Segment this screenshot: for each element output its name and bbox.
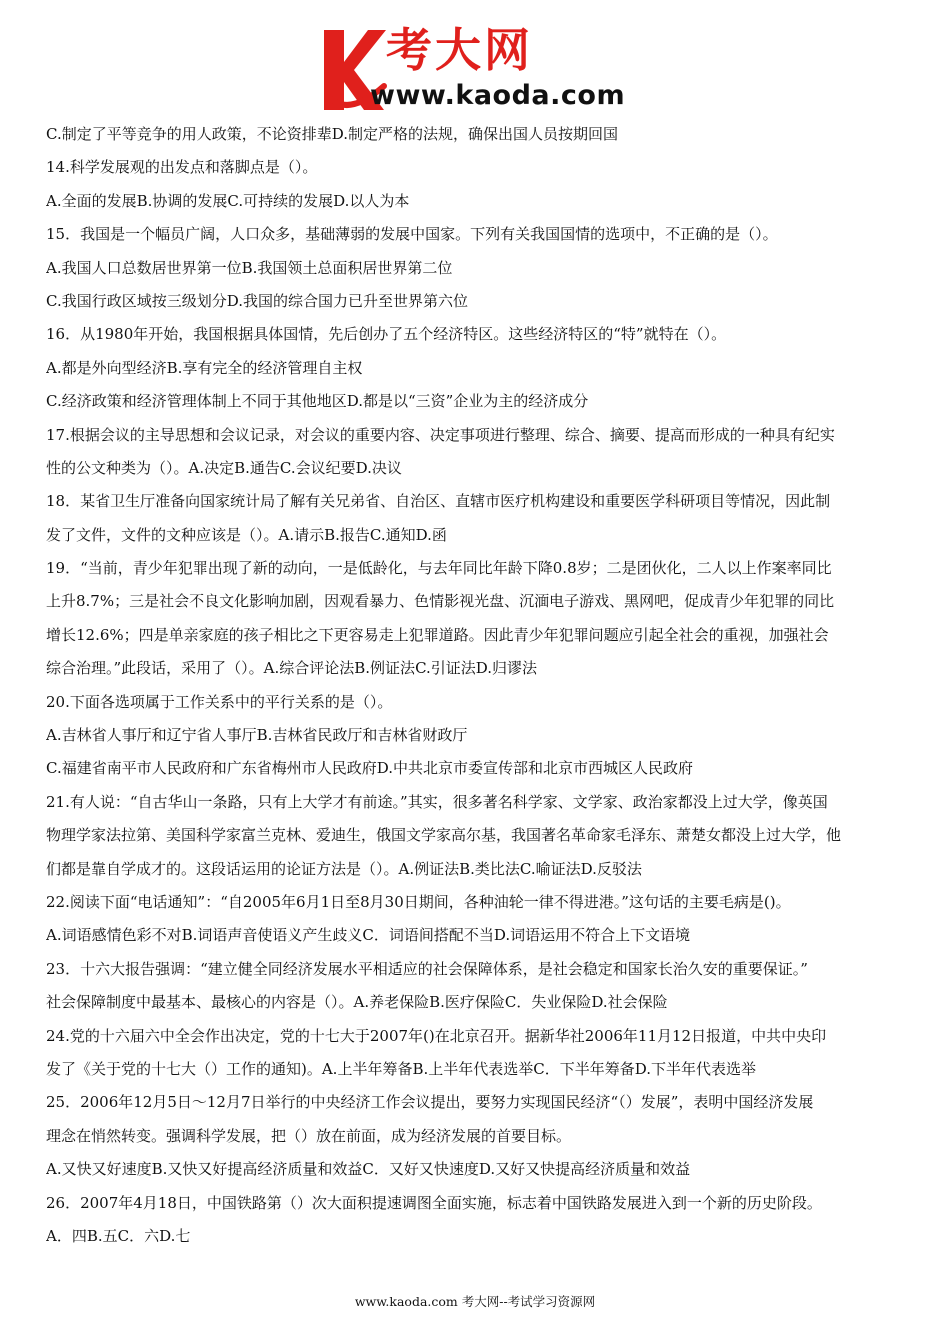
- text-line: C.我国行政区域按三级划分D.我国的综合国力已升至世界第六位: [46, 291, 468, 310]
- question-15: 15．我国是一个幅员广阔，人口众多，基础薄弱的发展中国家。下列有关我国国情的选项中，不正确的是（）。: [46, 225, 778, 244]
- question-26: 26．2007年4月18日，中国铁路第（）次大面积提速调图全面实施，标志着中国铁路发展进入到一个新的历史阶段。: [46, 1193, 822, 1212]
- question-22: 22.阅读下面“电话通知”：“自2005年6月1日至8月30日期间，各种油轮一律不得进港。”这句话的主要毛病是()。: [46, 892, 791, 911]
- text-line: C.经济政策和经济管理体制上不同于其他地区D.都是以“三资”企业为主的经济成分: [46, 392, 589, 411]
- text-line: C.福建省南平市人民政府和广东省梅州市人民政府D.中共北京市委宣传部和北京市西城区人民政府: [46, 759, 693, 778]
- text-line: 综合治理。”此段话，采用了（）。A.综合评论法B.例证法C.引证法D.归谬法: [46, 659, 538, 678]
- page-footer: www.kaoda.com 考大网--考试学习资源网: [354, 1294, 596, 1309]
- question-14: 14.科学发展观的出发点和落脚点是（）。: [46, 158, 318, 177]
- question-18: 18．某省卫生厅准备向国家统计局了解有关兄弟省、自治区、直辖市医疗机构建设和重要医学科研项目等情况，因此制: [46, 492, 831, 511]
- logo-url: www.kaoda.com: [370, 80, 626, 111]
- text-line: 发了文件，文件的文种应该是（）。A.请示B.报告C.通知D.函: [46, 525, 447, 544]
- question-17: 17.根据会议的主导思想和会议记录，对会议的重要内容、决定事项进行整理、综合、摘要、提高而形成的一种具有纪实: [46, 425, 835, 444]
- question-24: 24.党的十六届六中全会作出决定，党的十七大于2007年()在北京召开。据新华社2006年11月12日报道，中共中央印: [46, 1026, 827, 1045]
- question-25: 25．2006年12月5日～12月7日举行的中央经济工作会议提出，要努力实现国民经济“（）发展”，表明中国经济发展: [46, 1093, 814, 1112]
- text-line: 增长12.6%；四是单亲家庭的孩子相比之下更容易走上犯罪道路。因此青少年犯罪问题应引起全社会的重视，加强社会: [46, 625, 829, 644]
- document-body: [46, 118, 916, 1253]
- text-line: A.都是外向型经济B.享有完全的经济管理自主权: [46, 358, 363, 377]
- text-line: C.制定了平等竞争的用人政策，不论资排辈D.制定严格的法规，确保出国人员按期回国: [46, 125, 618, 143]
- text-line: 们都是靠自学成才的。这段话运用的论证方法是（）。A.例证法B.类比法C.喻证法D.反驳法: [46, 859, 642, 878]
- text-line: 上升8.7%；三是社会不良文化影响加剧，因观看暴力、色情影视光盘、沉湎电子游戏、黑网吧，促成青少年犯罪的同比: [46, 592, 835, 611]
- text-line: A.全面的发展B.协调的发展C.可持续的发展D.以人为本: [46, 191, 410, 210]
- text-line: 性的公文种类为（）。A.决定B.通告C.会议纪要D.决议: [46, 458, 402, 477]
- kaoda-logo: [318, 22, 648, 116]
- text-line: 社会保障制度中最基本、最核心的内容是（）。A.养老保险B.医疗保险C．失业保险D.社会保险: [46, 993, 668, 1012]
- text-line: A.词语感情色彩不对B.词语声音使语义产生歧义C．词语间搭配不当D.词语运用不符合上下文语境: [46, 926, 691, 945]
- text-line: A.又快又好速度B.又快又好提高经济质量和效益C．又好又快速度D.又好又快提高经济质量和效益: [46, 1160, 691, 1179]
- text-line: A．四B.五C．六D.七: [46, 1226, 191, 1245]
- question-16: 16．从1980年开始，我国根据具体国情，先后创办了五个经济特区。这些经济特区的“特”就特在（）。: [46, 325, 727, 344]
- question-23: 23．十六大报告强调：“建立健全同经济发展水平相适应的社会保障体系，是社会稳定和国家长治久安的重要保证。”: [46, 959, 808, 978]
- text-line: 物理学家法拉第、美国科学家富兰克林、爱迪生，俄国文学家高尔基，我国著名革命家毛泽东、萧楚女都没上过大学，他: [46, 826, 842, 845]
- question-19: 19．“当前，青少年犯罪出现了新的动向，一是低龄化，与去年同比年龄下降0.8岁；二是团伙化，二人以上作案率同比: [46, 559, 832, 578]
- text-line: A.吉林省人事厅和辽宁省人事厅B.吉林省民政厅和吉林省财政厅: [46, 726, 468, 745]
- question-21: 21.有人说：“自古华山一条路，只有上大学才有前途。”其实，很多著名科学家、文学家、政治家都没上过大学，像英国: [46, 792, 828, 811]
- question-20: 20.下面各选项属于工作关系中的平行关系的是（）。: [46, 692, 393, 711]
- text-line: 理念在悄然转变。强调科学发展，把（）放在前面，成为经济发展的首要目标。: [46, 1126, 572, 1145]
- logo-brand-name: 考大网: [386, 23, 533, 77]
- text-line: 发了《关于党的十七大（）工作的通知)。A.上半年筹备B.上半年代表选举C．下半年筹备D.下半年代表选举: [46, 1059, 756, 1078]
- text-line: A.我国人口总数居世界第一位B.我国领土总面积居世界第二位: [46, 258, 453, 277]
